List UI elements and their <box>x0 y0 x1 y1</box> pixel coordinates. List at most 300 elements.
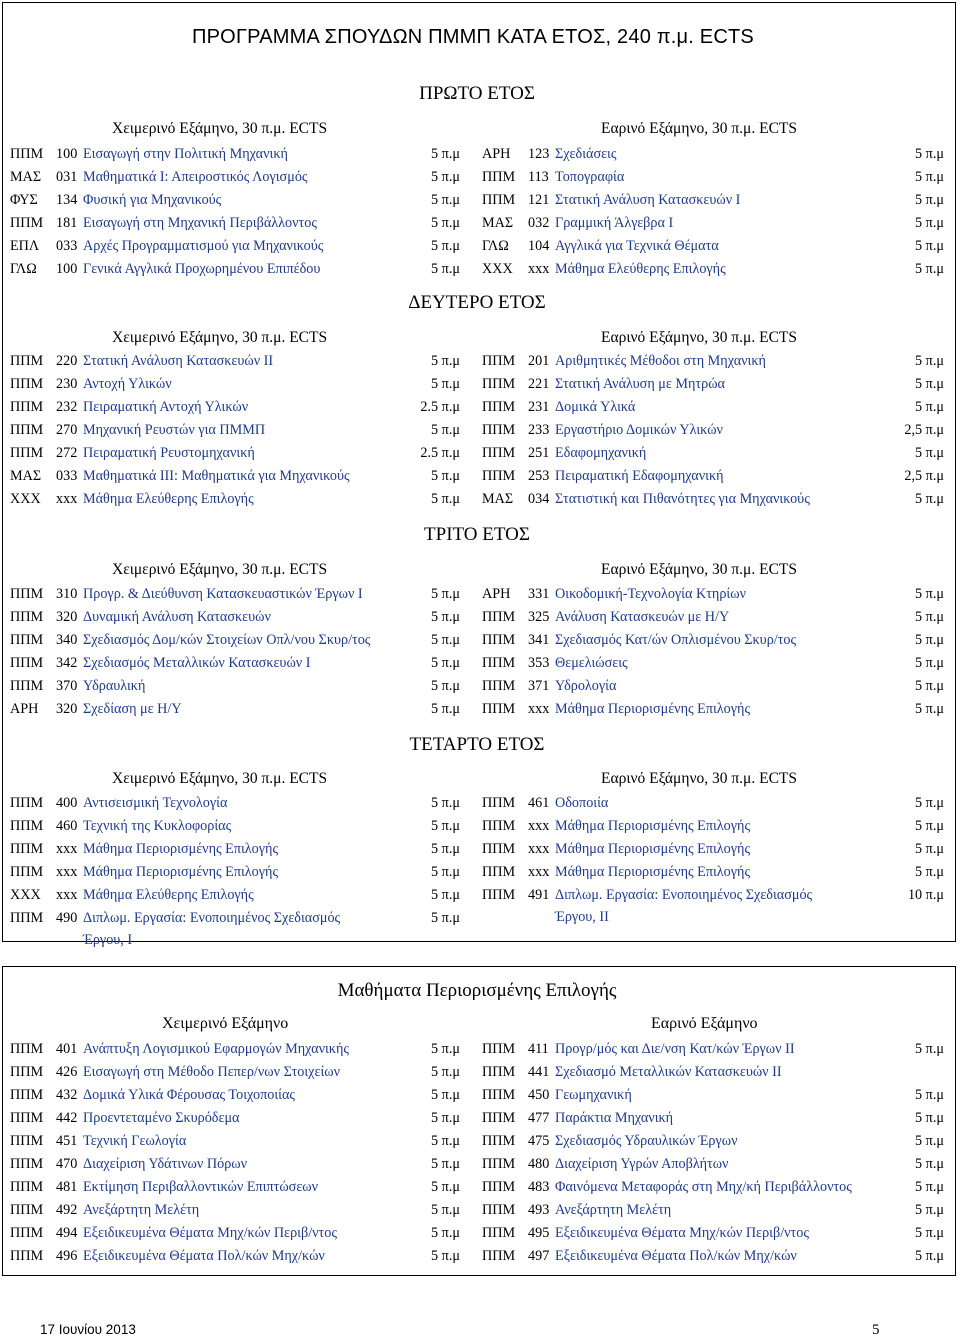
course-title: Εργαστήριο Δομικών Υλικών <box>555 422 723 438</box>
course-number: 034 <box>528 491 550 507</box>
course-title: Πειραματική Αντοχή Υλικών <box>83 399 249 415</box>
course-ects: 5 π.μ <box>915 701 944 717</box>
course-department: ΠΠΜ <box>482 864 516 880</box>
course-ects: 5 π.μ <box>915 1041 944 1057</box>
course-title: Σχεδίαση με Η/Υ <box>83 701 182 717</box>
course-ects: 5 π.μ <box>431 609 460 625</box>
page-title: ΠΡΟΓΡΑΜΜΑ ΣΠΟΥΔΩΝ ΠΜΜΠ ΚΑΤΑ ΕΤΟΣ, 240 π.μ. ECTS <box>192 26 754 48</box>
course-title: Σχεδιασμός Μεταλλικών Κατασκευών Ι <box>83 655 311 671</box>
course-title: Σχεδιασμό Μεταλλικών Κατασκευών ΙΙ <box>555 1064 782 1080</box>
course-department: ΠΠΜ <box>10 586 44 602</box>
course-department: ΠΠΜ <box>10 1202 44 1218</box>
course-row <box>482 350 944 372</box>
course-row <box>482 1245 944 1267</box>
course-title: Στατική Ανάλυση Κατασκευών Ι <box>555 192 741 208</box>
winter-semester-heading: Χειμερινό Εξάμηνο, 30 π.μ. ECTS <box>112 329 328 346</box>
year-heading: ΤΡΙΤΟ ΕΤΟΣ <box>424 524 530 545</box>
course-department: ΕΠΛ <box>10 238 40 254</box>
course-row <box>482 652 944 674</box>
course-row <box>10 629 460 651</box>
course-ects: 5 π.μ <box>915 215 944 231</box>
course-row <box>10 1038 460 1060</box>
course-department: ΠΠΜ <box>482 1133 516 1149</box>
course-title: Τεχνική της Κυκλοφορίας <box>83 818 232 834</box>
course-department: ΠΠΜ <box>482 353 516 369</box>
course-title: Φυσική για Μηχανικούς <box>83 192 222 208</box>
course-title: Εξειδικευμένα Θέματα Πολ/κών Μηχ/κών <box>555 1248 797 1264</box>
course-number: 470 <box>56 1156 78 1172</box>
course-department: ΠΠΜ <box>482 632 516 648</box>
course-number: 031 <box>56 169 78 185</box>
course-title: Μάθημα Περιορισμένης Επιλογής <box>555 701 751 717</box>
course-department: ΠΠΜ <box>10 1225 44 1241</box>
course-number: 113 <box>528 169 549 185</box>
course-department: ΠΠΜ <box>482 192 516 208</box>
course-row <box>10 350 460 372</box>
course-ects: 5 π.μ <box>431 1179 460 1195</box>
course-number: 491 <box>528 887 550 903</box>
course-number: 477 <box>528 1110 550 1126</box>
course-department: ΠΠΜ <box>482 1110 516 1126</box>
course-department: ΠΠΜ <box>10 678 44 694</box>
course-number: 325 <box>528 609 550 625</box>
course-ects: 5 π.μ <box>431 261 460 277</box>
course-number: 411 <box>528 1041 549 1057</box>
course-number: 450 <box>528 1087 550 1103</box>
course-ects: 5 π.μ <box>431 1087 460 1103</box>
course-row <box>482 698 944 720</box>
course-ects: 5 π.μ <box>915 864 944 880</box>
course-row <box>482 1107 944 1129</box>
course-ects: 5 π.μ <box>915 399 944 415</box>
course-title: Εδαφομηχανική <box>555 445 647 461</box>
course-title: Διαχείριση Υγρών Αποβλήτων <box>555 1156 729 1172</box>
course-ects: 5 π.μ <box>431 701 460 717</box>
course-title: Οδοποιία <box>555 795 609 811</box>
footer-date: 17 Ιουνίου 2013 <box>40 1322 136 1337</box>
course-ects: 5 π.μ <box>431 1133 460 1149</box>
course-number: 331 <box>528 586 550 602</box>
course-department: ΠΠΜ <box>10 445 44 461</box>
course-title: Μαθηματικά ΙΙΙ: Μαθηματικά για Μηχανικούς <box>83 468 350 484</box>
course-ects: 5 π.μ <box>431 422 460 438</box>
spring-semester-heading: Εαρινό Εξάμηνο, 30 π.μ. ECTS <box>601 770 798 787</box>
course-ects: 5 π.μ <box>915 1087 944 1103</box>
course-row <box>10 606 460 628</box>
course-title: Οικοδομική-Τεχνολογία Κτηρίων <box>555 586 746 602</box>
course-ects: 5 π.μ <box>915 1110 944 1126</box>
course-number: 432 <box>56 1087 78 1103</box>
course-row <box>10 675 460 697</box>
course-department: ΠΠΜ <box>482 655 516 671</box>
course-department: ΠΠΜ <box>482 445 516 461</box>
course-row <box>10 1107 460 1129</box>
course-number: 441 <box>528 1064 550 1080</box>
course-number: 442 <box>56 1110 78 1126</box>
course-title: Εισαγωγή στην Πολιτική Μηχανική <box>83 146 288 162</box>
course-department: ΠΠΜ <box>10 910 44 926</box>
course-number: 342 <box>56 655 78 671</box>
course-department: ΠΠΜ <box>10 632 44 648</box>
course-row <box>482 488 944 510</box>
course-row <box>482 792 944 814</box>
course-row <box>10 396 460 418</box>
course-ects: 5 π.μ <box>915 586 944 602</box>
course-number: 481 <box>56 1179 78 1195</box>
course-number: 033 <box>56 238 78 254</box>
course-row <box>10 1245 460 1267</box>
course-title: Δομικά Υλικά Φέρουσας Τοιχοποιίας <box>83 1087 296 1103</box>
course-row <box>482 1222 944 1244</box>
course-row <box>482 1130 944 1152</box>
course-title: Ανάλυση Κατασκευών με Η/Υ <box>555 609 730 625</box>
course-number: xxx <box>528 864 550 880</box>
course-number: 400 <box>56 795 78 811</box>
course-title: Μάθημα Περιορισμένης Επιλογής <box>555 841 751 857</box>
course-title: Διπλωμ. Εργασία: Ενοποιημένος Σχεδιασμός <box>83 910 341 926</box>
course-number: 460 <box>56 818 78 834</box>
course-row <box>482 861 944 883</box>
course-ects: 5 π.μ <box>431 1225 460 1241</box>
course-row <box>10 815 460 837</box>
course-title: Εκτίμηση Περιβαλλοντικών Επιπτώσεων <box>83 1179 319 1195</box>
course-ects: 5 π.μ <box>915 376 944 392</box>
course-row <box>10 1130 460 1152</box>
course-row <box>482 675 944 697</box>
course-number: 320 <box>56 609 78 625</box>
course-number: 201 <box>528 353 550 369</box>
course-ects: 5 π.μ <box>431 1156 460 1172</box>
course-department: ΠΠΜ <box>10 1087 44 1103</box>
course-department: XXX <box>10 887 41 903</box>
course-title: Υδρολογία <box>555 678 617 694</box>
course-title: Μάθημα Ελεύθερης Επιλογής <box>83 491 254 507</box>
course-row <box>10 212 460 234</box>
course-department: ΠΠΜ <box>482 376 516 392</box>
course-number: 221 <box>528 376 550 392</box>
course-title: Ανεξάρτητη Μελέτη <box>83 1202 200 1218</box>
course-title-continued: Έργου, Ι <box>83 932 133 948</box>
course-row <box>482 166 944 188</box>
course-department: XXX <box>482 261 513 277</box>
course-row <box>10 419 460 441</box>
course-title: Στατική Ανάλυση με Μητρώα <box>555 376 725 392</box>
course-ects: 5 π.μ <box>431 146 460 162</box>
course-ects: 10 π.μ <box>907 887 944 903</box>
winter-semester-heading: Χειμερινό Εξάμηνο, 30 π.μ. ECTS <box>112 561 328 578</box>
course-ects: 5 π.μ <box>431 215 460 231</box>
course-title: Εξειδικευμένα Θέματα Μηχ/κών Περιβ/ντος <box>555 1225 809 1241</box>
course-ects: 2.5 π.μ <box>420 445 460 461</box>
course-row <box>10 838 460 860</box>
course-ects: 5 π.μ <box>915 146 944 162</box>
course-ects: 5 π.μ <box>915 1156 944 1172</box>
course-row <box>482 258 944 280</box>
course-row <box>10 861 460 883</box>
course-row <box>482 838 944 860</box>
course-number: 181 <box>56 215 78 231</box>
course-ects: 5 π.μ <box>915 353 944 369</box>
course-row <box>482 606 944 628</box>
course-department: ΠΠΜ <box>482 468 516 484</box>
course-title: Αντισεισμική Τεχνολογία <box>83 795 228 811</box>
course-department: ΠΠΜ <box>482 1064 516 1080</box>
course-row <box>10 1084 460 1106</box>
course-department: ΑΡΗ <box>482 586 511 602</box>
course-number: 461 <box>528 795 550 811</box>
course-ects: 5 π.μ <box>915 795 944 811</box>
course-department: ΜΑΣ <box>10 169 42 185</box>
course-number: 497 <box>528 1248 550 1264</box>
course-ects: 5 π.μ <box>915 491 944 507</box>
course-ects: 5 π.μ <box>915 1133 944 1149</box>
course-department: ΠΠΜ <box>482 1156 516 1172</box>
course-department: ΑΡΗ <box>482 146 511 162</box>
course-row <box>10 235 460 257</box>
spring-semester-heading: Εαρινό Εξάμηνο, 30 π.μ. ECTS <box>601 561 798 578</box>
course-department: ΠΠΜ <box>10 1156 44 1172</box>
course-row <box>10 1199 460 1221</box>
course-title: Γραμμική Άλγεβρα Ι <box>555 215 674 231</box>
course-row <box>10 442 460 464</box>
course-department: ΠΠΜ <box>482 399 516 415</box>
course-ects: 5 π.μ <box>915 1179 944 1195</box>
course-title: Μάθημα Περιορισμένης Επιλογής <box>555 864 751 880</box>
course-ects: 5 π.μ <box>431 586 460 602</box>
course-title: Παράκτια Μηχανική <box>555 1110 674 1126</box>
course-number: 123 <box>528 146 550 162</box>
course-number: 134 <box>56 192 78 208</box>
course-department: ΠΠΜ <box>10 215 44 231</box>
course-row <box>10 166 460 188</box>
course-ects: 5 π.μ <box>915 445 944 461</box>
course-number: 233 <box>528 422 550 438</box>
course-department: ΠΠΜ <box>482 1087 516 1103</box>
course-title: Προεντεταμένο Σκυρόδεμα <box>83 1110 240 1126</box>
course-title: Ανεξάρτητη Μελέτη <box>555 1202 672 1218</box>
course-row <box>482 373 944 395</box>
course-number: 426 <box>56 1064 78 1080</box>
course-row <box>482 815 944 837</box>
course-number: 100 <box>56 146 78 162</box>
course-department: ΜΑΣ <box>482 491 514 507</box>
course-department: ΜΑΣ <box>482 215 514 231</box>
course-title: Διαχείριση Υδάτινων Πόρων <box>83 1156 248 1172</box>
year-heading: ΤΕΤΑΡΤΟ ΕΤΟΣ <box>409 734 545 755</box>
course-number: 496 <box>56 1248 78 1264</box>
course-row <box>10 189 460 211</box>
course-ects: 5 π.μ <box>431 678 460 694</box>
course-ects: 5 π.μ <box>431 818 460 834</box>
course-department: ΑΡΗ <box>10 701 39 717</box>
course-row <box>10 1222 460 1244</box>
course-ects: 5 π.μ <box>915 655 944 671</box>
course-ects: 5 π.μ <box>431 841 460 857</box>
course-title: Μάθημα Περιορισμένης Επιλογής <box>83 864 279 880</box>
course-ects: 5 π.μ <box>431 376 460 392</box>
year-heading: ΠΡΩΤΟ ΕΤΟΣ <box>419 83 535 104</box>
course-number: xxx <box>528 841 550 857</box>
course-number: 401 <box>56 1041 78 1057</box>
course-title: Γενικά Αγγλικά Προχωρημένου Επιπέδου <box>83 261 321 277</box>
course-ects: 5 π.μ <box>915 169 944 185</box>
course-ects: 5 π.μ <box>431 887 460 903</box>
course-number: 495 <box>528 1225 550 1241</box>
course-number: xxx <box>528 261 550 277</box>
course-number: 320 <box>56 701 78 717</box>
course-ects: 5 π.μ <box>915 632 944 648</box>
course-number: xxx <box>528 818 550 834</box>
course-row <box>10 792 460 814</box>
course-department: ΓΛΩ <box>482 238 509 254</box>
page-number: 5 <box>872 1322 880 1338</box>
course-number: 100 <box>56 261 78 277</box>
course-ects: 5 π.μ <box>915 609 944 625</box>
course-row <box>10 652 460 674</box>
course-number: 490 <box>56 910 78 926</box>
course-number: 341 <box>528 632 550 648</box>
course-department: ΠΠΜ <box>482 1179 516 1195</box>
course-row <box>482 419 944 441</box>
course-row <box>10 907 460 948</box>
course-number: 230 <box>56 376 78 392</box>
course-number: 033 <box>56 468 78 484</box>
course-title: Σχεδιασμός Υδραυλικών Έργων <box>555 1133 738 1149</box>
course-row <box>482 1153 944 1175</box>
course-department: ΠΠΜ <box>482 795 516 811</box>
course-ects: 5 π.μ <box>431 169 460 185</box>
course-row <box>482 465 944 487</box>
course-ects: 5 π.μ <box>915 192 944 208</box>
course-number: xxx <box>56 491 78 507</box>
course-ects: 5 π.μ <box>915 1248 944 1264</box>
course-number: xxx <box>56 887 78 903</box>
course-ects: 5 π.μ <box>915 818 944 834</box>
course-row <box>10 884 460 906</box>
course-title: Αγγλικά για Τεχνικά Θέματα <box>555 238 719 254</box>
course-row <box>482 235 944 257</box>
course-row <box>10 373 460 395</box>
course-ects: 5 π.μ <box>431 864 460 880</box>
course-row <box>10 465 460 487</box>
course-row <box>482 629 944 651</box>
course-number: 310 <box>56 586 78 602</box>
course-row <box>10 1153 460 1175</box>
course-department: ΠΠΜ <box>10 609 44 625</box>
course-number: 231 <box>528 399 550 415</box>
course-row <box>482 1084 944 1106</box>
course-department: ΦΥΣ <box>10 192 38 208</box>
course-title: Πειραματική Ρευστομηχανική <box>83 445 255 461</box>
course-title: Μαθηματικά Ι: Απειροστικός Λογισμός <box>83 169 308 185</box>
course-number: 340 <box>56 632 78 648</box>
course-row <box>482 1176 944 1198</box>
course-number: 494 <box>56 1225 78 1241</box>
course-department: ΠΠΜ <box>10 655 44 671</box>
course-ects: 5 π.μ <box>431 1202 460 1218</box>
course-department: ΠΠΜ <box>10 1041 44 1057</box>
course-department: ΠΠΜ <box>10 1110 44 1126</box>
course-ects: 5 π.μ <box>431 632 460 648</box>
course-number: xxx <box>56 841 78 857</box>
course-title: Μάθημα Περιορισμένης Επιλογής <box>83 841 279 857</box>
course-department: ΠΠΜ <box>482 887 516 903</box>
course-title: Εξειδικευμένα Θέματα Μηχ/κών Περιβ/ντος <box>83 1225 337 1241</box>
course-department: ΠΠΜ <box>10 795 44 811</box>
course-department: ΠΠΜ <box>482 1248 516 1264</box>
course-department: ΠΠΜ <box>10 1248 44 1264</box>
course-department: ΠΠΜ <box>10 146 44 162</box>
course-ects: 5 π.μ <box>915 1202 944 1218</box>
course-department: ΠΠΜ <box>482 609 516 625</box>
course-title: Αριθμητικές Μέθοδοι στη Μηχανική <box>555 353 766 369</box>
winter-semester-heading: Χειμερινό Εξάμηνο, 30 π.μ. ECTS <box>112 120 328 137</box>
course-department: ΠΠΜ <box>10 864 44 880</box>
course-ects: 5 π.μ <box>431 1064 460 1080</box>
course-number: 353 <box>528 655 550 671</box>
course-department: ΠΠΜ <box>482 1225 516 1241</box>
course-title: Στατική Ανάλυση Κατασκευών ΙΙ <box>83 353 274 369</box>
course-title: Μάθημα Ελεύθερης Επιλογής <box>555 261 726 277</box>
course-title: Σχεδιάσεις <box>555 146 617 162</box>
electives-heading: Μαθήματα Περιορισμένης Επιλογής <box>337 980 617 1001</box>
course-department: ΠΠΜ <box>10 376 44 392</box>
course-department: ΠΠΜ <box>482 678 516 694</box>
course-title: Αντοχή Υλικών <box>83 376 172 392</box>
course-department: ΠΠΜ <box>10 1179 44 1195</box>
spring-semester-heading: Εαρινό Εξάμηνο, 30 π.μ. ECTS <box>601 329 798 346</box>
course-title: Μάθημα Περιορισμένης Επιλογής <box>555 818 751 834</box>
course-row <box>10 143 460 165</box>
course-department: ΠΠΜ <box>482 1041 516 1057</box>
year-heading: ΔΕΥΤΕΡΟ ΕΤΟΣ <box>408 292 546 313</box>
course-title: Σχεδιασμός Δομ/κών Στοιχείων Οπλ/νου Σκυρ/τος <box>83 632 371 648</box>
course-department: ΠΠΜ <box>10 818 44 834</box>
course-row <box>10 698 460 720</box>
course-department: ΠΠΜ <box>10 353 44 369</box>
course-number: 492 <box>56 1202 78 1218</box>
course-row <box>482 189 944 211</box>
course-title: Μηχανική Ρευστών για ΠΜΜΠ <box>83 422 266 438</box>
course-row <box>482 212 944 234</box>
winter-semester-heading: Χειμερινό Εξάμηνο, 30 π.μ. ECTS <box>112 770 328 787</box>
course-number: 475 <box>528 1133 550 1149</box>
course-department: ΠΠΜ <box>482 422 516 438</box>
course-ects: 5 π.μ <box>431 468 460 484</box>
course-number: 253 <box>528 468 550 484</box>
course-row <box>482 583 944 605</box>
course-number: 493 <box>528 1202 550 1218</box>
course-department: ΜΑΣ <box>10 468 42 484</box>
course-number: 251 <box>528 445 550 461</box>
course-department: XXX <box>10 491 41 507</box>
course-number: 451 <box>56 1133 78 1149</box>
course-title: Διπλωμ. Εργασία: Ενοποιημένος Σχεδιασμός <box>555 887 813 903</box>
course-title: Εισαγωγή στη Μηχανική Περιβάλλοντος <box>83 215 317 231</box>
course-title: Τεχνική Γεωλογία <box>83 1133 187 1149</box>
course-number: xxx <box>56 864 78 880</box>
course-ects: 2,5 π.μ <box>904 468 944 484</box>
course-row <box>10 583 460 605</box>
course-ects: 5 π.μ <box>431 655 460 671</box>
course-department: ΠΠΜ <box>482 841 516 857</box>
course-title: Δυναμική Ανάλυση Κατασκευών <box>83 609 271 625</box>
course-title: Δομικά Υλικά <box>555 399 636 415</box>
course-ects: 5 π.μ <box>431 1248 460 1264</box>
course-number: 483 <box>528 1179 550 1195</box>
course-ects: 5 π.μ <box>431 795 460 811</box>
course-ects: 5 π.μ <box>915 841 944 857</box>
